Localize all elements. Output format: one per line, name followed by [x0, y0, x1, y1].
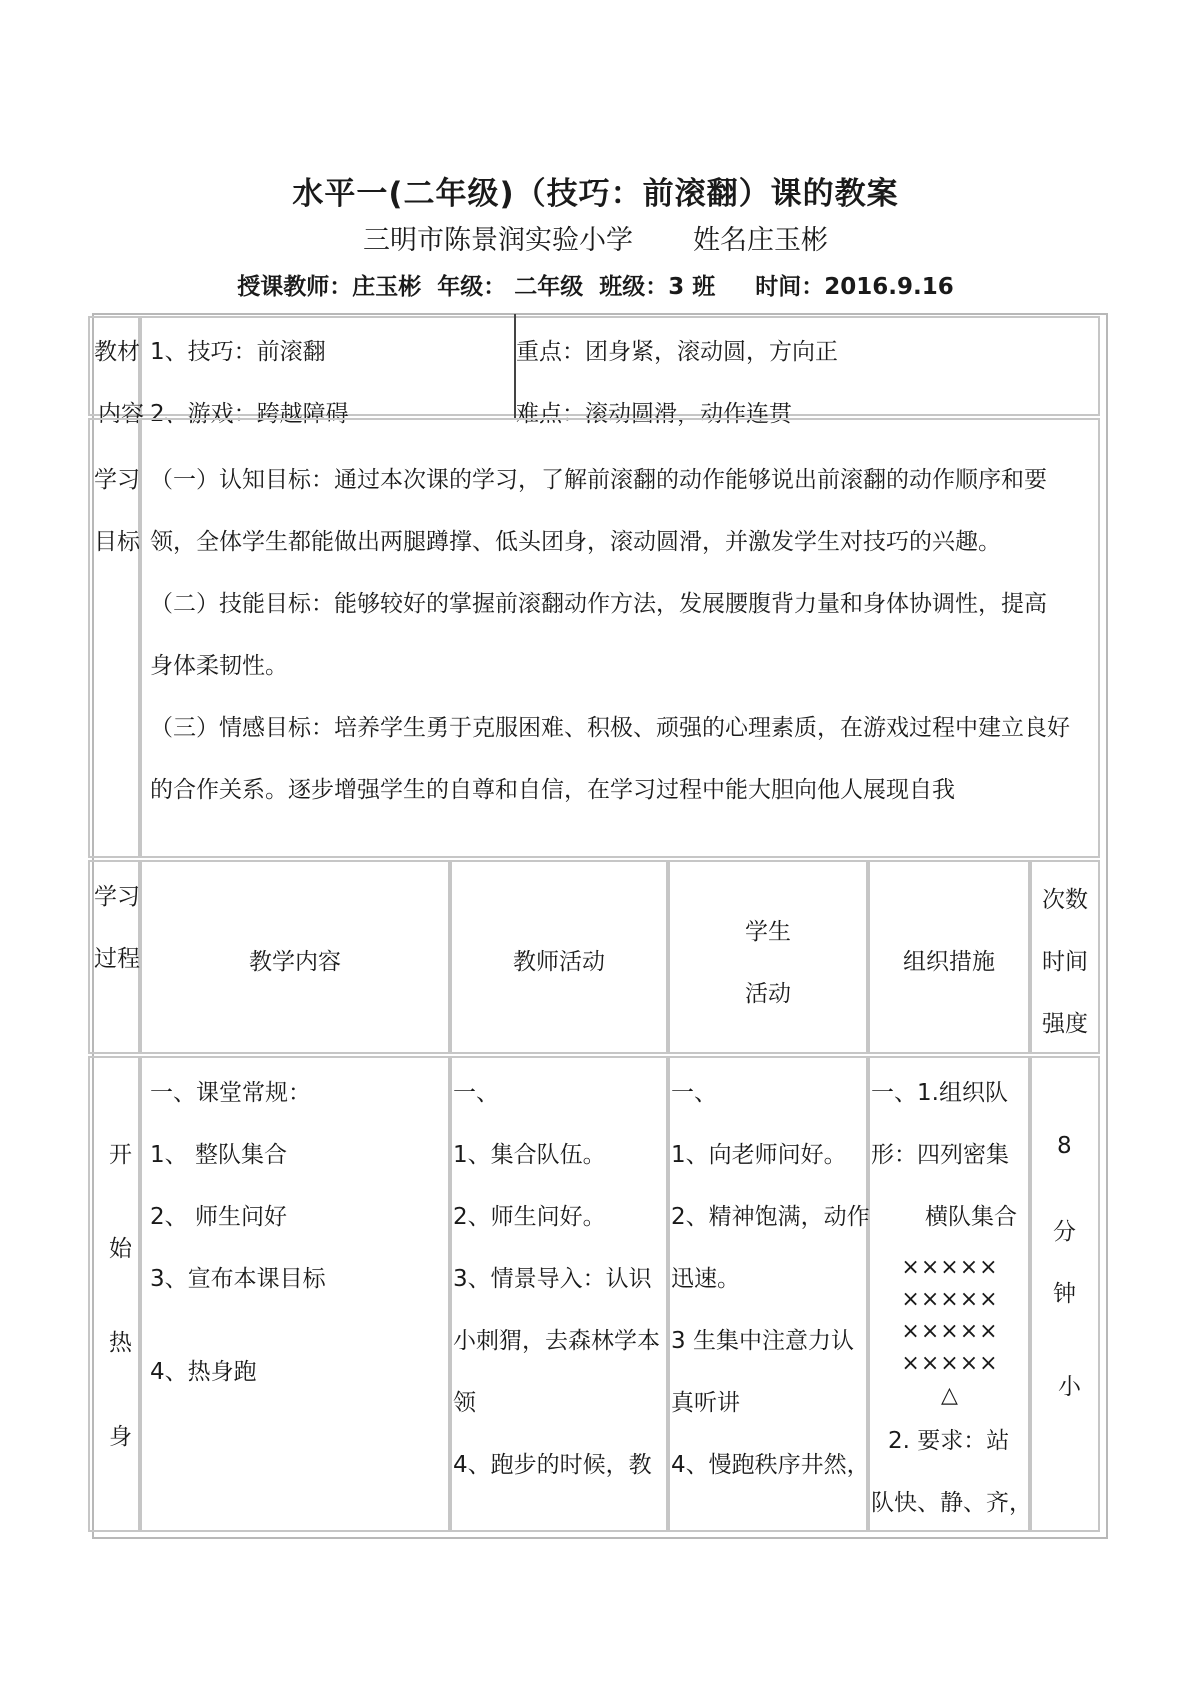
time-char: 分 — [1053, 1219, 1076, 1245]
header-org: 组织措施 — [903, 949, 995, 975]
goal-line: 领，全体学生都能做出两腿蹲撑、低头团身，滚动圆滑，并激发学生对技巧的兴趣。 — [150, 529, 1001, 555]
stage-char: 始 — [109, 1236, 132, 1262]
student-line: 2、精神饱满，动作 — [671, 1204, 870, 1230]
formation-row: ××××× — [901, 1351, 999, 1376]
teacher-line: 4、跑步的时候，教 — [453, 1452, 652, 1478]
content-line: 4、热身跑 — [150, 1359, 257, 1385]
student-line: 一、 — [671, 1080, 717, 1106]
author-name: 姓名庄玉彬 — [693, 225, 828, 256]
school-name: 三明市陈景润实验小学 — [363, 225, 633, 256]
difficult-points: 难点：滚动圆滑，动作连贯 — [516, 401, 792, 427]
material-item: 1、技巧：前滚翻 — [150, 339, 326, 365]
org-line: 一、1.组织队 — [871, 1080, 1008, 1106]
content-line: 1、 整队集合 — [150, 1142, 287, 1168]
formation-row: ××××× — [901, 1287, 999, 1312]
header-time: 时间 — [1042, 949, 1088, 975]
org-line: 队快、静、齐， — [871, 1490, 1032, 1516]
header-process: 学习 — [94, 884, 140, 910]
content-line: 2、 师生问好 — [150, 1204, 287, 1230]
student-line: 真听讲 — [671, 1390, 740, 1416]
content-line: 一、课堂常规： — [150, 1080, 311, 1106]
teacher-line: 一、 — [453, 1080, 499, 1106]
teacher-line: 3、情景导入：认识 — [453, 1266, 652, 1292]
goal-line: （三）情感目标：培养学生勇于克服困难、积极、顽强的心理素质，在游戏过程中建立良好 — [150, 715, 1070, 741]
student-line: 1、向老师问好。 — [671, 1142, 847, 1168]
time-char: 小 — [1058, 1374, 1081, 1400]
lesson-info: 授课教师：庄玉彬 年级： 二年级 班级：3 班 时间：2016.9.16 — [237, 274, 954, 300]
header-teacher: 教师活动 — [513, 949, 605, 975]
lesson-plan-title: 水平一(二年级)（技巧：前滚翻）课的教案 — [292, 176, 899, 212]
goals-label: 目标 — [94, 529, 140, 555]
formation-row: ××××× — [901, 1319, 999, 1344]
content-line: 3、宣布本课目标 — [150, 1266, 326, 1292]
goal-line: 的合作关系。逐步增强学生的自尊和自信，在学习过程中能大胆向他人展现自我 — [150, 777, 955, 803]
material-label: 教材 — [94, 339, 140, 365]
time-char: 钟 — [1053, 1281, 1076, 1307]
goal-line: （二）技能目标：能够较好的掌握前滚翻动作方法，发展腰腹背力量和身体协调性，提高 — [150, 591, 1047, 617]
header-student: 学生 — [745, 919, 791, 945]
header-time: 次数 — [1042, 887, 1088, 913]
formation-diagram — [895, 1252, 1005, 1412]
org-line: 横队集合 — [925, 1204, 1017, 1230]
teacher-line: 1、集合队伍。 — [453, 1142, 606, 1168]
header-time: 强度 — [1042, 1011, 1088, 1037]
subtitle — [0, 218, 1191, 257]
time-char: 8 — [1057, 1133, 1072, 1159]
org-line: 2. 要求：站 — [888, 1428, 1010, 1454]
student-line: 4、慢跑秩序井然， — [671, 1452, 870, 1478]
teacher-line: 小刺猬，去森林学本 — [453, 1328, 660, 1354]
org-line: 形：四列密集 — [871, 1142, 1009, 1168]
stage-char: 开 — [109, 1142, 132, 1168]
material-label: 内容 — [98, 401, 144, 427]
material-item: 2、游戏：跨越障碍 — [150, 401, 349, 427]
goals-label: 学习 — [94, 467, 140, 493]
stage-char: 热 — [109, 1330, 132, 1356]
goal-line: 身体柔韧性。 — [150, 653, 288, 679]
student-line: 迅速。 — [671, 1266, 740, 1292]
teacher-position-marker: △ — [941, 1383, 959, 1408]
key-points: 重点：团身紧，滚动圆，方向正 — [516, 339, 838, 365]
header-process: 过程 — [94, 946, 140, 972]
teacher-line: 领 — [453, 1390, 476, 1416]
student-line: 3 生集中注意力认 — [671, 1328, 854, 1354]
header-content: 教学内容 — [249, 949, 341, 975]
formation-row: ××××× — [901, 1255, 999, 1280]
header-student-cell — [668, 860, 868, 1054]
goal-line: （一）认知目标：通过本次课的学习，了解前滚翻的动作能够说出前滚翻的动作顺序和要 — [150, 467, 1047, 493]
stage-char: 身 — [109, 1424, 132, 1450]
teacher-line: 2、师生问好。 — [453, 1204, 606, 1230]
header-student: 活动 — [745, 981, 791, 1007]
